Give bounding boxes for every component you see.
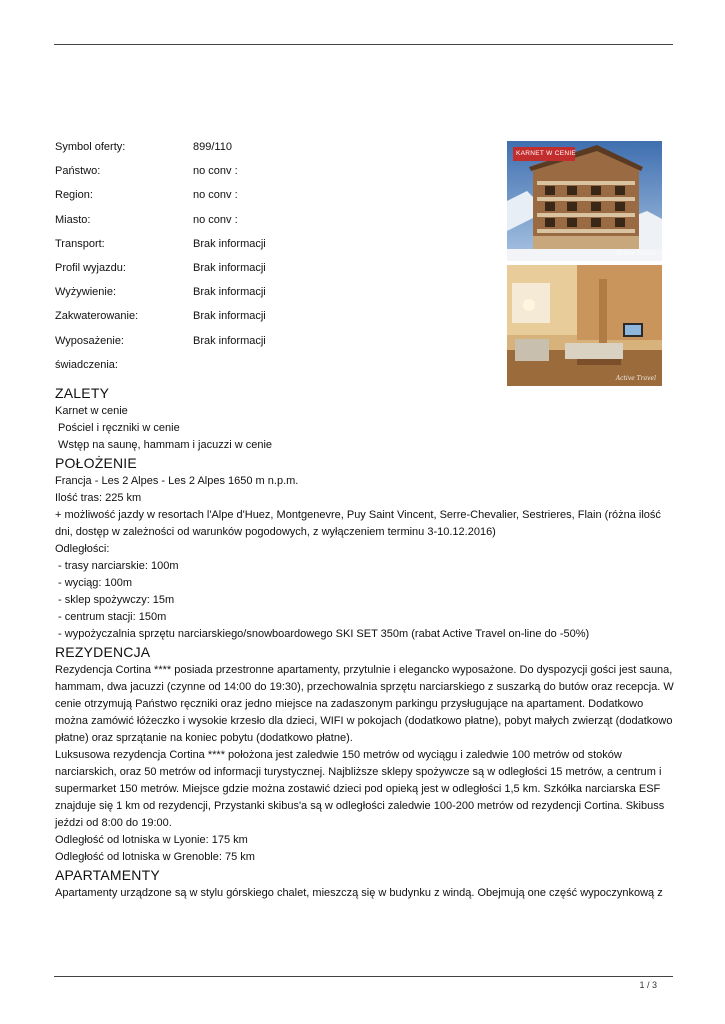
page-number: 1 / 3 [639, 980, 657, 990]
distance-item: - wypożyczalnia sprzętu narciarskiego/snowboardowego SKI SET 350m (rabat Active Travel on-line do -50%) [55, 628, 590, 640]
zalety-line: Wstęp na saunę, hammam i jacuzzi w cenie [55, 439, 273, 451]
rezydencja-paragraph: Odległość od lotniska w Lyonie: 175 km [55, 834, 248, 846]
distance-item: - centrum stacji: 150m [55, 611, 167, 623]
interior-photo [507, 265, 662, 386]
distance-item: - sklep spożywczy: 15m [55, 594, 175, 606]
building-photo-art [507, 141, 662, 261]
info-value: no conv : [193, 213, 238, 226]
info-value: no conv : [193, 165, 238, 178]
interior-photo-art [507, 265, 662, 386]
info-label: świadczenia: [55, 358, 118, 371]
apartamenty-paragraph: Apartamenty urządzone są w stylu górskiego chalet, mieszczą się w budynku z windą. Obejmują one część wypoczynkową z [55, 887, 663, 899]
info-value: Brak informacji [193, 310, 266, 323]
polozenie-line: Francja - Les 2 Alpes - Les 2 Alpes 1650 m n.p.m. [55, 475, 299, 487]
price-badge: KARNET W CENIE [516, 150, 577, 157]
info-value: Brak informacji [193, 237, 266, 250]
info-label: Wyżywienie: [55, 286, 117, 299]
info-label: Profil wyjazdu: [55, 261, 126, 274]
distance-item: - trasy narciarskie: 100m [55, 560, 179, 572]
bottom-rule [54, 976, 673, 977]
info-value: Brak informacji [193, 286, 266, 299]
info-label: Zakwaterowanie: [55, 310, 139, 323]
info-value: no conv : [193, 189, 238, 202]
rezydencja-paragraph: Luksusowa rezydencja Cortina **** położona jest zaledwie 150 metrów od wyciągu i zaledwie 100 metrów od stoków narciarskich, oraz 50 metrów od informacji turystycznej. Najbliższe sklepy spożywcze są w odległości 15 metrów, a centrum i supermarket 150 metrów. Miejsce gdzie można zostawić dzieci pod opieką jest w odległości 1,5 km. Szkółka narciarska ESF znajduje się 1 km od rezydencji, Przystanki skibus'a są w odległości zaledwie 100-200 metrów od rezydencji Cortina. Skibuss jeździ od 8:00 do 19:00. [55, 749, 665, 829]
section-title-polozenie: POŁOŻENIE [55, 455, 137, 471]
watermark: Active Travel [615, 250, 656, 257]
section-title-rezydencja: REZYDENCJA [55, 644, 151, 660]
polozenie-line: Ilość tras: 225 km [55, 492, 142, 504]
info-label: Transport: [55, 237, 105, 250]
offer-description [55, 384, 675, 902]
section-title-apartamenty: APARTAMENTY [55, 867, 160, 883]
info-value: Brak informacji [193, 261, 266, 274]
zalety-line: Karnet w cenie [55, 405, 128, 417]
info-label: Miasto: [55, 213, 91, 226]
info-label: Region: [55, 189, 93, 202]
watermark: Active Travel [615, 375, 656, 382]
rezydencja-paragraph: Odległość od lotniska w Grenoble: 75 km [55, 851, 255, 863]
zalety-line: Pościel i ręczniki w cenie [55, 422, 180, 434]
polozenie-line: + możliwość jazdy w resortach l'Alpe d'Huez, Montgenevre, Puy Saint Vincent, Serre-Chevalier, Sestrieres, Flain (różna ilość dni, dostęp w zależności od warunków pogodowych, z wyłączeniem terminu 3-10.12.2016) [55, 509, 661, 538]
top-rule [54, 44, 673, 45]
info-value: 899/110 [193, 141, 232, 153]
building-photo [507, 141, 662, 261]
polozenie-line: Odległości: [55, 543, 110, 555]
rezydencja-paragraph: Rezydencja Cortina **** posiada przestronne apartamenty, przytulnie i elegancko wyposażone. Do dyspozycji gości jest sauna, hammam, dwa jacuzzi (czynne od 14:00 do 19:30), przechowalnia sprzętu narciarskiego z suszarką do butów oraz recepcja. W cenie otrzymują Państwo ręczniki oraz jedno miejsce na zadaszonym parkingu przysługujące na apartament. Dodatkowo można zamówić łóżeczko i wysokie krzesło dla dzieci, WIFI w pokojach (dodatkowo płatne), pobyt małych zwierząt (dodatkowo płatne) oraz sprzątanie na koniec pobytu (dodatkowo płatne). [55, 664, 674, 744]
info-label: Wyposażenie: [55, 334, 124, 347]
info-label: Państwo: [55, 165, 101, 178]
info-value: Brak informacji [193, 334, 266, 347]
section-title-zalety: ZALETY [55, 385, 110, 401]
info-label: Symbol oferty: [55, 141, 126, 153]
distance-item: - wyciąg: 100m [55, 577, 133, 589]
